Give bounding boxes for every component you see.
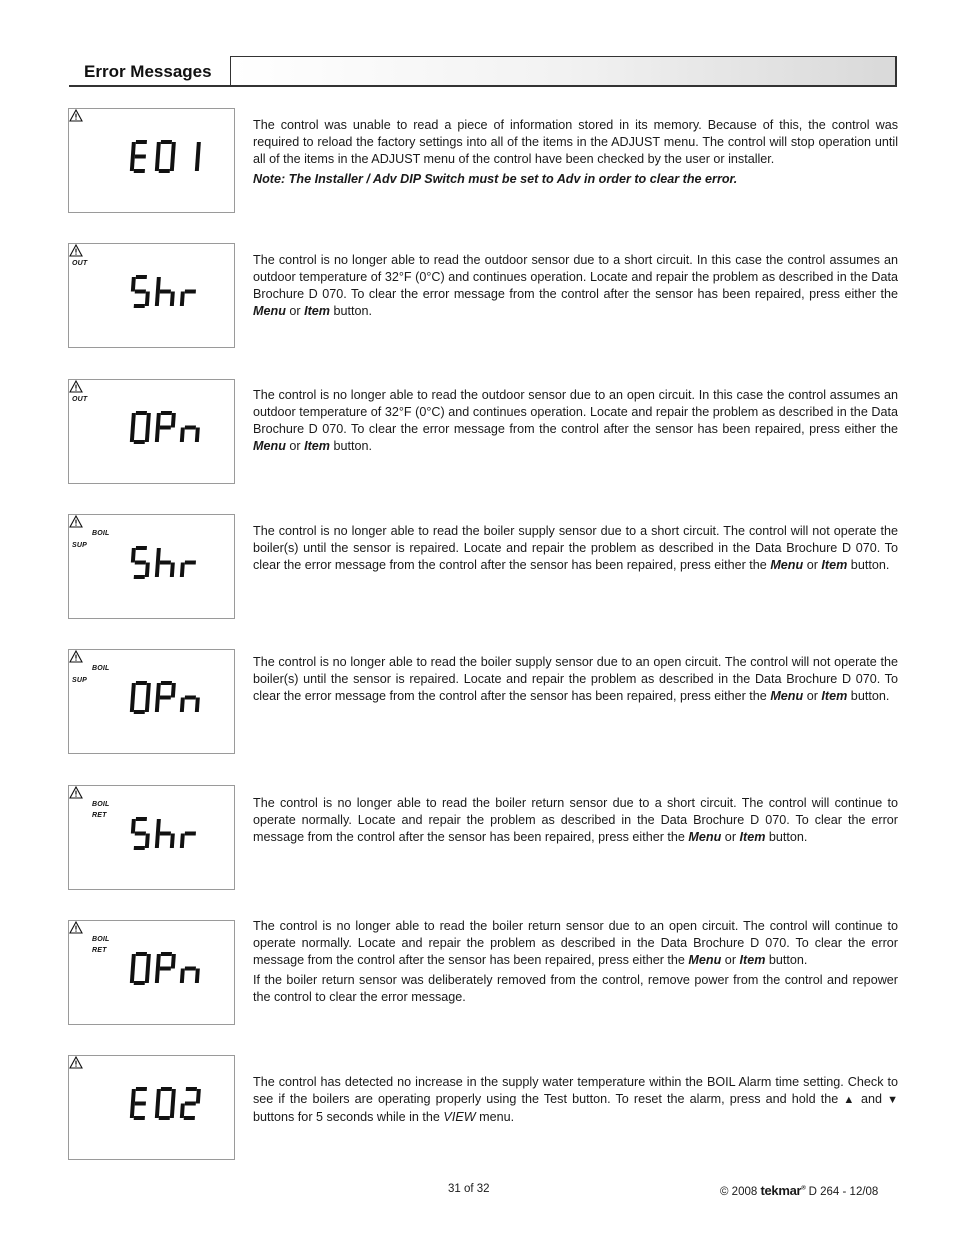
- header-rule: [69, 85, 897, 87]
- warning-icon: [69, 786, 83, 799]
- lcd-segment: [180, 428, 185, 443]
- lcd-segment: [160, 967, 171, 971]
- lcd-label: BOIL: [92, 936, 110, 943]
- lcd-segment: [156, 683, 161, 698]
- lcd-display: [68, 243, 235, 348]
- lcd-segment: [155, 834, 160, 849]
- lcd-digit-P: [155, 952, 176, 983]
- lcd-digits: [69, 921, 236, 1026]
- lcd-display: [68, 379, 235, 484]
- lcd-digit-n: [180, 967, 200, 984]
- lcd-segment: [131, 413, 136, 428]
- lcd-segment: [155, 969, 160, 984]
- lcd-segment: [131, 142, 136, 157]
- lcd-digit-E: [130, 140, 147, 173]
- lcd-segment: [155, 1104, 160, 1119]
- lcd-segment: [156, 819, 161, 834]
- lcd-digit-h: [155, 548, 176, 577]
- lcd-digit-r: [180, 561, 196, 578]
- lcd-segment: [145, 428, 150, 443]
- lcd-display: [68, 1055, 235, 1160]
- lcd-segment: [161, 140, 172, 144]
- copyright-text: © 2008: [720, 1186, 758, 1198]
- down-arrow-icon: ▼: [887, 1094, 898, 1106]
- lcd-segment: [131, 683, 136, 698]
- lcd-label: SUP: [72, 542, 87, 549]
- lcd-segment: [171, 1089, 176, 1104]
- lcd-segment: [196, 1089, 201, 1104]
- description-paragraph: The control is no longer able to read the outdoor sensor due to an open circuit. In this case the control assumes an outdoor temperature of 32°F (0°C) and continues operation. Locate and repair the problem as described in the Data Brochure D 070. To clear the error message from the control after the sensor has been repaired, press either the Menu or Item button.: [253, 388, 898, 453]
- lcd-segment: [134, 575, 145, 579]
- description-paragraph: The control is no longer able to read the boiler return sensor due to a short circuit. The control will continue to operate normally. Locate and repair the problem as described in the Data Brochure D 070. To clear the error message from the control after the sensor has been repaired, press either the Menu or Item button.: [253, 796, 898, 844]
- lcd-digit-n: [180, 426, 200, 443]
- lcd-segment: [130, 969, 135, 984]
- lcd-segment: [156, 142, 161, 157]
- lcd-digit-0: [155, 1087, 176, 1120]
- lcd-digit-n: [180, 696, 200, 713]
- lcd-segment: [131, 954, 136, 969]
- lcd-label: BOIL: [92, 530, 110, 537]
- lcd-digits: [69, 244, 236, 349]
- lcd-digit-S: [130, 546, 151, 579]
- lcd-segment: [134, 846, 145, 850]
- lcd-segment: [136, 817, 147, 821]
- lcd-segment: [184, 1116, 195, 1120]
- lcd-segment: [180, 563, 185, 578]
- lcd-digits: [69, 1056, 236, 1161]
- lcd-segment: [156, 954, 161, 969]
- lcd-segment: [134, 981, 145, 985]
- lcd-digit-1: [195, 142, 201, 171]
- lcd-segment: [195, 969, 200, 984]
- description-paragraph: The control is no longer able to read the outdoor sensor due to a short circuit. In this case the control assumes an outdoor temperature of 32°F (0°C) and continues operation. Locate and repair the problem as described in the Data Brochure D 070. To clear the error message from the control after the sensor has been repaired, press either the Menu or Item button.: [253, 253, 898, 318]
- description-paragraph: The control is no longer able to read the boiler supply sensor due to a short circuit. The control will not operate the boiler(s) until the sensor is repaired. Locate and repair the problem as described in the Data Brochure D 070. To clear the error message from the control after the sensor has been repaired, press either the Menu or Item button.: [253, 524, 898, 572]
- lcd-segment: [130, 698, 135, 713]
- lcd-segment: [170, 157, 175, 172]
- lcd-segment: [170, 1104, 175, 1119]
- lcd-segment: [185, 832, 196, 836]
- lcd-segment: [160, 290, 171, 294]
- lcd-segment: [196, 142, 201, 157]
- lcd-segment: [134, 440, 145, 444]
- lcd-segment: [159, 169, 170, 173]
- lcd-segment: [185, 561, 196, 565]
- lcd-display: [68, 785, 235, 890]
- lcd-digit-E: [130, 1087, 147, 1120]
- lcd-segment: [145, 834, 150, 849]
- lcd-segment: [161, 952, 172, 956]
- lcd-label: OUT: [72, 396, 88, 403]
- lcd-segment: [146, 954, 151, 969]
- lcd-digit-P: [155, 681, 176, 712]
- lcd-segment: [186, 1087, 197, 1091]
- error-description: [253, 654, 898, 705]
- description-paragraph: The control is no longer able to read the boiler supply sensor due to an open circuit. The control will not operate the boiler(s) until the sensor is repaired. Locate and repair the problem as described in the Data Brochure D 070. To clear the error message from the control after the sensor has been repaired, press either the Menu or Item button.: [253, 655, 898, 703]
- lcd-segment: [156, 277, 161, 292]
- tekmar-logo: tekmar®: [760, 1183, 806, 1198]
- lcd-segment: [170, 563, 175, 578]
- lcd-segment: [180, 969, 185, 984]
- lcd-digits: [69, 786, 236, 891]
- lcd-segment: [170, 834, 175, 849]
- page-title: Error Messages: [84, 62, 212, 81]
- error-description: [253, 795, 898, 846]
- lcd-digits: [69, 109, 236, 214]
- lcd-segment: [135, 561, 146, 565]
- lcd-segment: [136, 411, 147, 415]
- lcd-display: [68, 514, 235, 619]
- lcd-segment: [160, 561, 171, 565]
- lcd-segment: [180, 292, 185, 307]
- warning-icon: [69, 1056, 83, 1069]
- lcd-segment: [135, 290, 146, 294]
- lcd-segment: [146, 683, 151, 698]
- up-arrow-icon: ▲: [843, 1094, 856, 1106]
- lcd-label: RET: [92, 947, 107, 954]
- lcd-segment: [130, 157, 135, 172]
- lcd-digit-0: [155, 140, 176, 173]
- lcd-segment: [195, 698, 200, 713]
- lcd-digits: [69, 380, 236, 485]
- lcd-segment: [131, 1089, 136, 1104]
- lcd-segment: [171, 142, 176, 157]
- lcd-segment: [134, 1116, 145, 1120]
- lcd-segment: [130, 428, 135, 443]
- lcd-segment: [159, 1116, 170, 1120]
- lcd-label: BOIL: [92, 801, 110, 808]
- lcd-segment: [155, 428, 160, 443]
- description-paragraph: The control was unable to read a piece of information stored in its memory. Because of this, the control was required to reload the factory settings into all of the items in the ADJUST menu. The control will stop operation until all of the items in the ADJUST menu of the control have been checked by the user or installer.: [253, 118, 898, 166]
- lcd-label: BOIL: [92, 665, 110, 672]
- lcd-segment: [136, 681, 147, 685]
- lcd-segment: [145, 563, 150, 578]
- lcd-segment: [160, 696, 171, 700]
- lcd-label: SUP: [72, 677, 87, 684]
- lcd-digit-O: [130, 681, 151, 714]
- lcd-digit-S: [130, 817, 151, 850]
- lcd-segment: [171, 413, 176, 428]
- page-header: [69, 56, 897, 87]
- lcd-segment: [180, 698, 185, 713]
- lcd-segment: [135, 1102, 146, 1106]
- dip-switch-note: Note: The Installer / Adv DIP Switch must be set to Adv in order to clear the error.: [253, 172, 738, 186]
- lcd-segment: [156, 548, 161, 563]
- lcd-segment: [145, 698, 150, 713]
- lcd-display: [68, 920, 235, 1025]
- lcd-segment: [161, 411, 172, 415]
- description-paragraph: The control has detected no increase in the supply water temperature within the BOIL Alarm time setting. Check to see if the boilers are operating properly using the Test button. To reset the alarm, press and hold the ▲ and ▼ buttons for 5 seconds while in the VIEW menu.: [253, 1075, 898, 1124]
- lcd-display: [68, 649, 235, 754]
- error-description: [253, 918, 898, 1006]
- warning-icon: [69, 515, 83, 528]
- lcd-segment: [160, 426, 171, 430]
- lcd-segment: [131, 548, 136, 563]
- lcd-segment: [156, 1089, 161, 1104]
- lcd-digit-P: [155, 411, 176, 442]
- warning-icon: [69, 921, 83, 934]
- lcd-segment: [155, 157, 160, 172]
- lcd-segment: [136, 140, 147, 144]
- warning-icon: [69, 109, 83, 122]
- warning-icon: [69, 380, 83, 393]
- lcd-segment: [134, 304, 145, 308]
- error-description: [253, 117, 898, 188]
- lcd-segment: [131, 819, 136, 834]
- lcd-segment: [161, 1087, 172, 1091]
- lcd-segment: [185, 696, 196, 700]
- lcd-digit-r: [180, 832, 196, 849]
- lcd-segment: [195, 428, 200, 443]
- lcd-display: [68, 108, 235, 213]
- lcd-segment: [161, 681, 172, 685]
- lcd-segment: [155, 292, 160, 307]
- lcd-segment: [155, 698, 160, 713]
- lcd-segment: [136, 1087, 147, 1091]
- description-paragraph: If the boiler return sensor was deliberately removed from the control, remove power from the control and repower the control to clear the error message.: [253, 973, 898, 1004]
- lcd-digit-2: [180, 1087, 201, 1120]
- lcd-segment: [156, 413, 161, 428]
- lcd-segment: [134, 710, 145, 714]
- warning-icon: [69, 650, 83, 663]
- warning-icon: [69, 244, 83, 257]
- lcd-segment: [160, 832, 171, 836]
- lcd-digit-r: [180, 290, 196, 307]
- lcd-digits: [69, 515, 236, 620]
- document-code: D 264 - 12/08: [808, 1186, 879, 1198]
- lcd-digit-O: [130, 952, 151, 985]
- lcd-segment: [185, 426, 196, 430]
- lcd-segment: [136, 546, 147, 550]
- error-description: [253, 387, 898, 455]
- footer-copyright: [720, 1183, 878, 1198]
- lcd-label: OUT: [72, 260, 88, 267]
- lcd-segment: [135, 155, 146, 159]
- lcd-segment: [135, 832, 146, 836]
- lcd-digit-h: [155, 277, 176, 306]
- lcd-segment: [136, 275, 147, 279]
- error-description: [253, 1074, 898, 1126]
- lcd-segment: [146, 413, 151, 428]
- lcd-segment: [136, 952, 147, 956]
- lcd-digit-h: [155, 819, 176, 848]
- error-description: [253, 523, 898, 574]
- lcd-segment: [185, 1102, 196, 1106]
- lcd-segment: [171, 954, 176, 969]
- lcd-segment: [155, 563, 160, 578]
- lcd-segment: [195, 157, 200, 172]
- lcd-segment: [180, 834, 185, 849]
- lcd-segment: [134, 169, 145, 173]
- header-gradient-bar: [230, 56, 897, 87]
- error-description: [253, 252, 898, 320]
- lcd-digit-S: [130, 275, 151, 308]
- page-number: 31 of 32: [448, 1183, 490, 1195]
- lcd-digits: [69, 650, 236, 755]
- lcd-segment: [180, 1104, 185, 1119]
- lcd-segment: [145, 969, 150, 984]
- lcd-segment: [170, 292, 175, 307]
- lcd-digit-O: [130, 411, 151, 444]
- lcd-segment: [131, 277, 136, 292]
- lcd-segment: [185, 967, 196, 971]
- lcd-label: RET: [92, 812, 107, 819]
- lcd-segment: [130, 1104, 135, 1119]
- lcd-segment: [145, 292, 150, 307]
- lcd-segment: [171, 683, 176, 698]
- description-paragraph: The control is no longer able to read the boiler return sensor due to an open circuit. The control will continue to operate normally. Locate and repair the problem as described in the Data Brochure D 070. To clear the error message from the control after the sensor has been repaired, press either the Menu or Item button.: [253, 919, 898, 967]
- lcd-segment: [185, 290, 196, 294]
